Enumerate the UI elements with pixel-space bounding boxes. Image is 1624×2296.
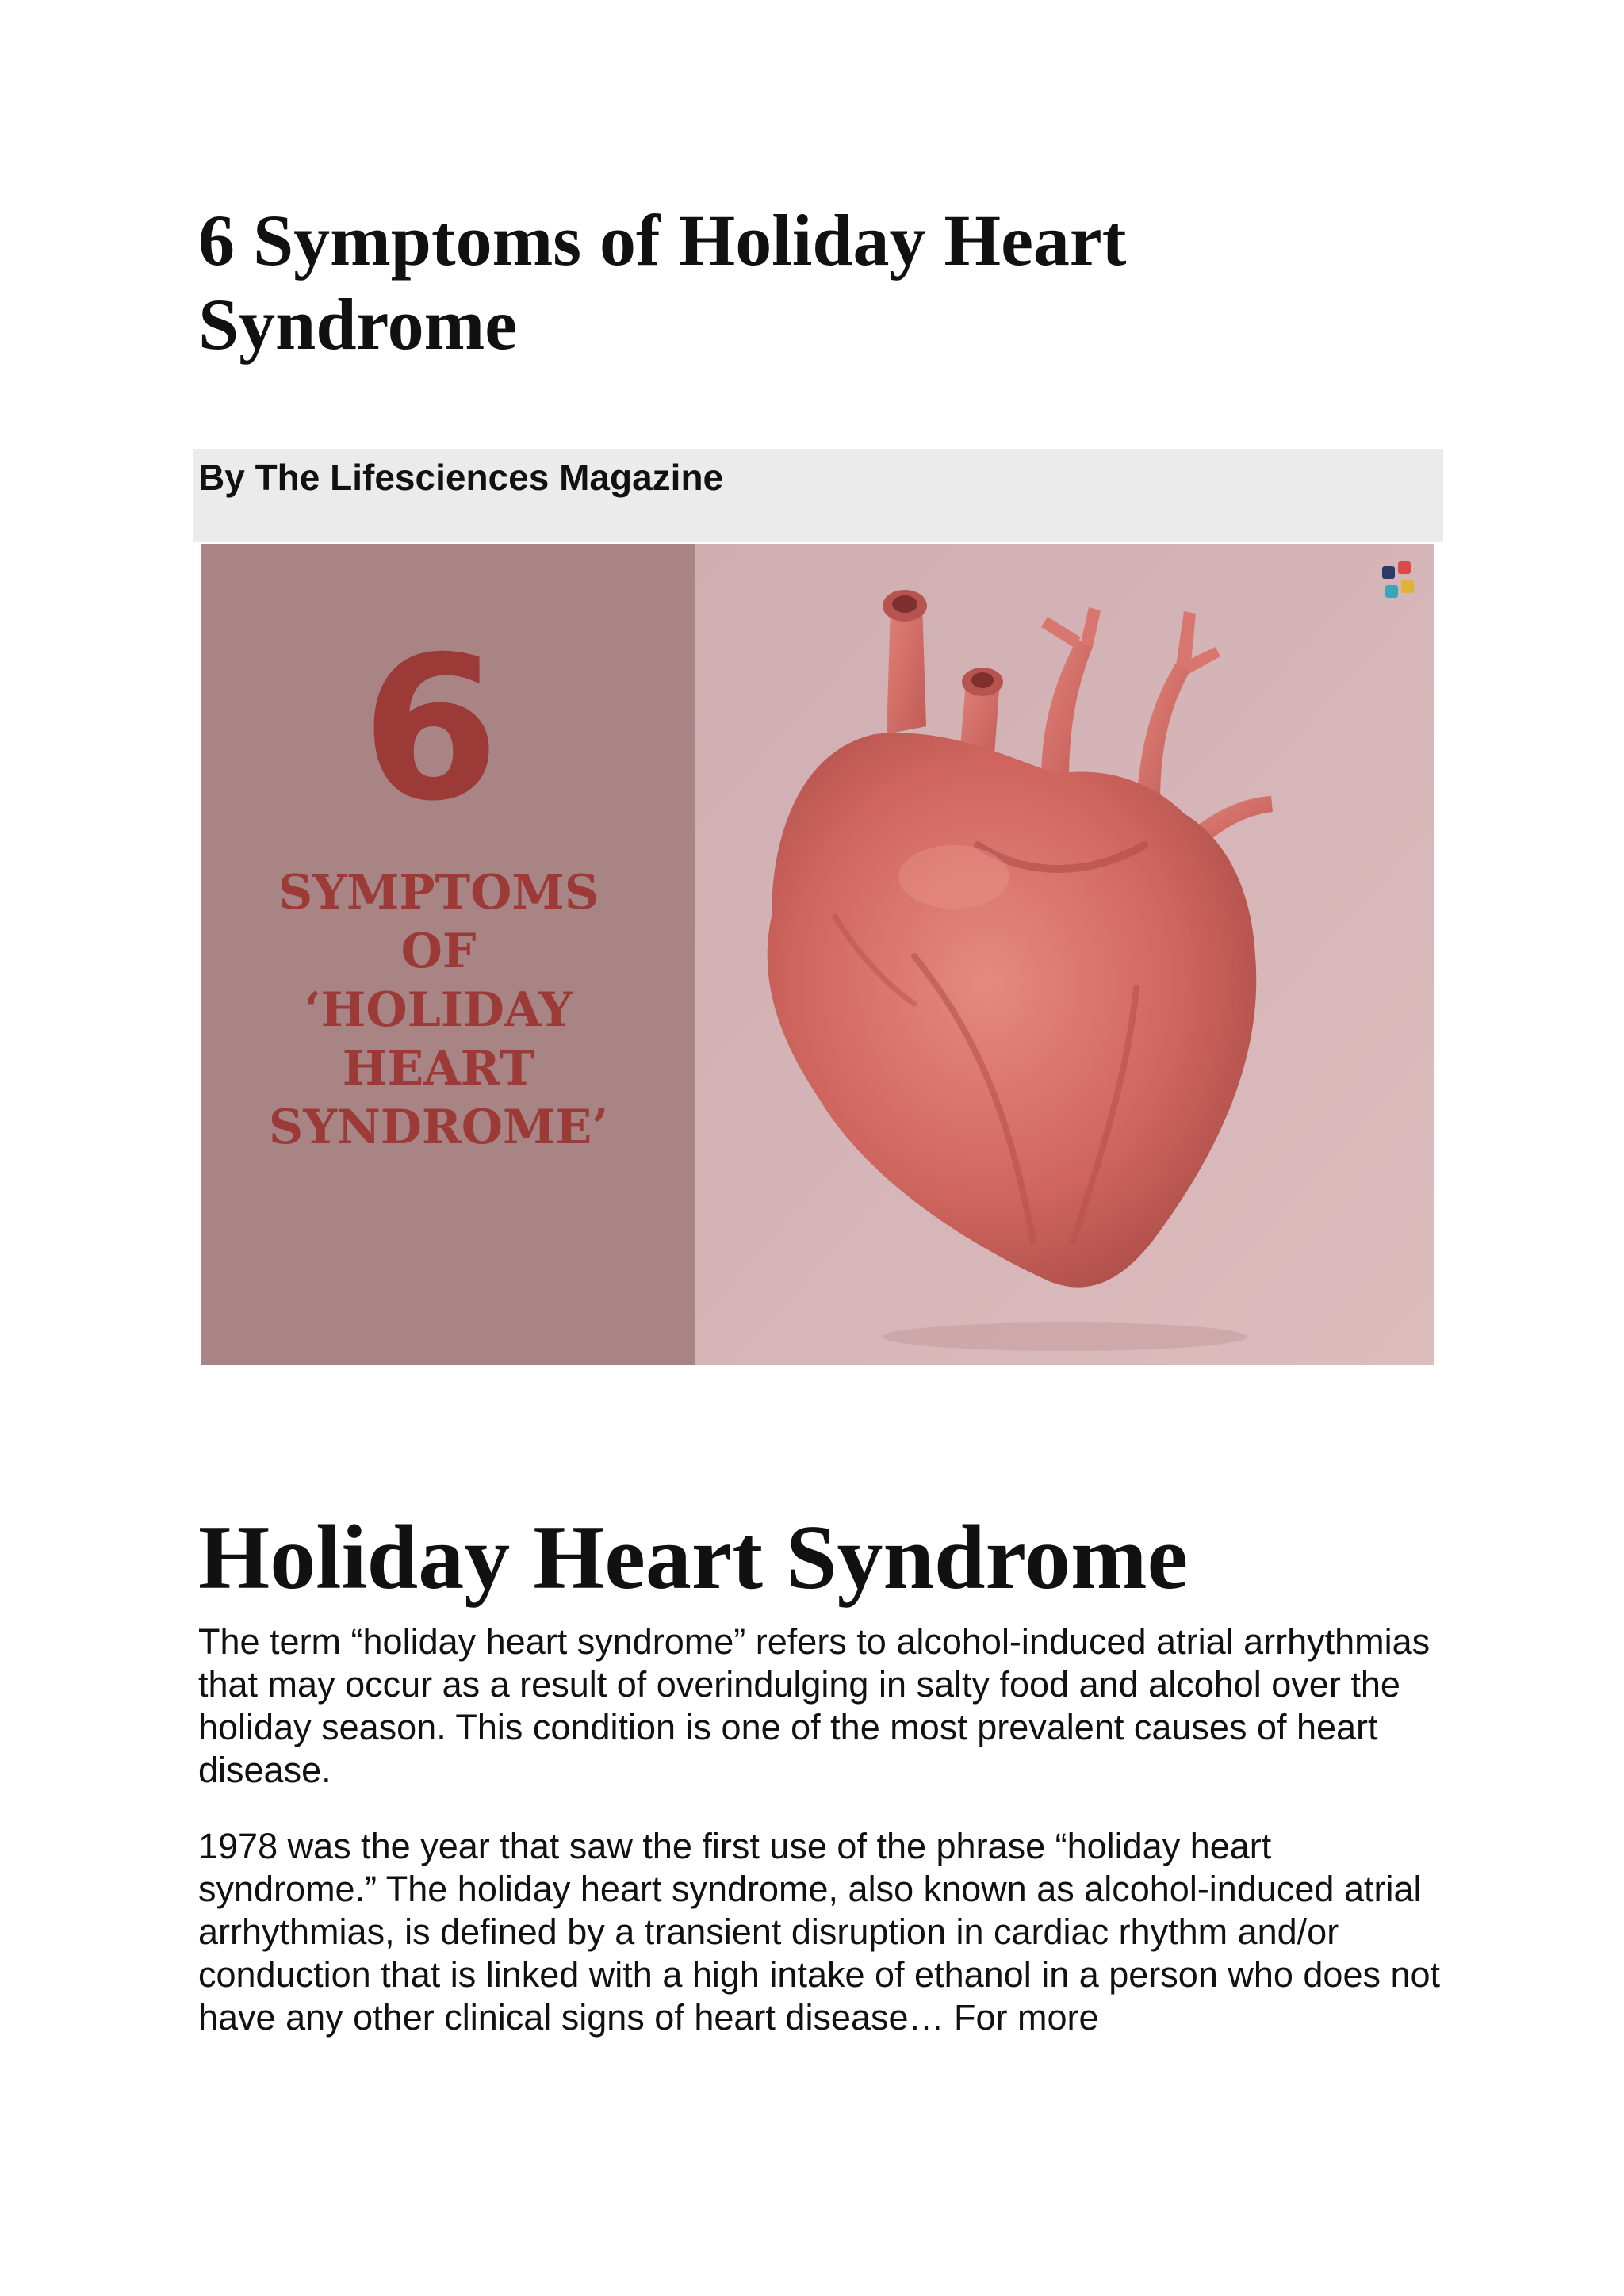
hero-caption-line: OF xyxy=(400,924,477,979)
article-paragraph: 1978 was the year that saw the first use of the phrase “holiday heart syndrome.” The holiday heart syndrome, also known as alcohol-induced atrial arrhythmias, is defined by a transient disruption in cardiac rhythm and/or conduction that is linked with a high intake of ethanol in a person who does not have any other clinical signs of heart disease… For more xyxy=(198,1826,1441,2038)
hero-caption xyxy=(269,865,608,1155)
section-heading: Holiday Heart Syndrome xyxy=(198,1507,1189,1609)
hero-caption-line: SYMPTOMS xyxy=(278,865,599,920)
hero-image xyxy=(201,544,1434,1365)
article-title: 6 Symptoms of Holiday Heart Syndrome xyxy=(198,200,1127,365)
hero-number: 6 xyxy=(362,614,500,844)
byline-bar xyxy=(193,449,1443,542)
hero-caption-line: HEART xyxy=(342,1041,535,1096)
hero-caption-line: SYNDROME’ xyxy=(268,1100,609,1155)
hero-caption-line: ‘HOLIDAY xyxy=(304,982,573,1038)
article-paragraph: The term “holiday heart syndrome” refers to alcohol-induced atrial arrhythmias that may occur as a result of overindulging in salty food and alcohol over the holiday season. This condition is one of the most prevalent causes of heart disease. xyxy=(198,1621,1431,1790)
byline: By The Lifesciences Magazine xyxy=(198,457,724,498)
